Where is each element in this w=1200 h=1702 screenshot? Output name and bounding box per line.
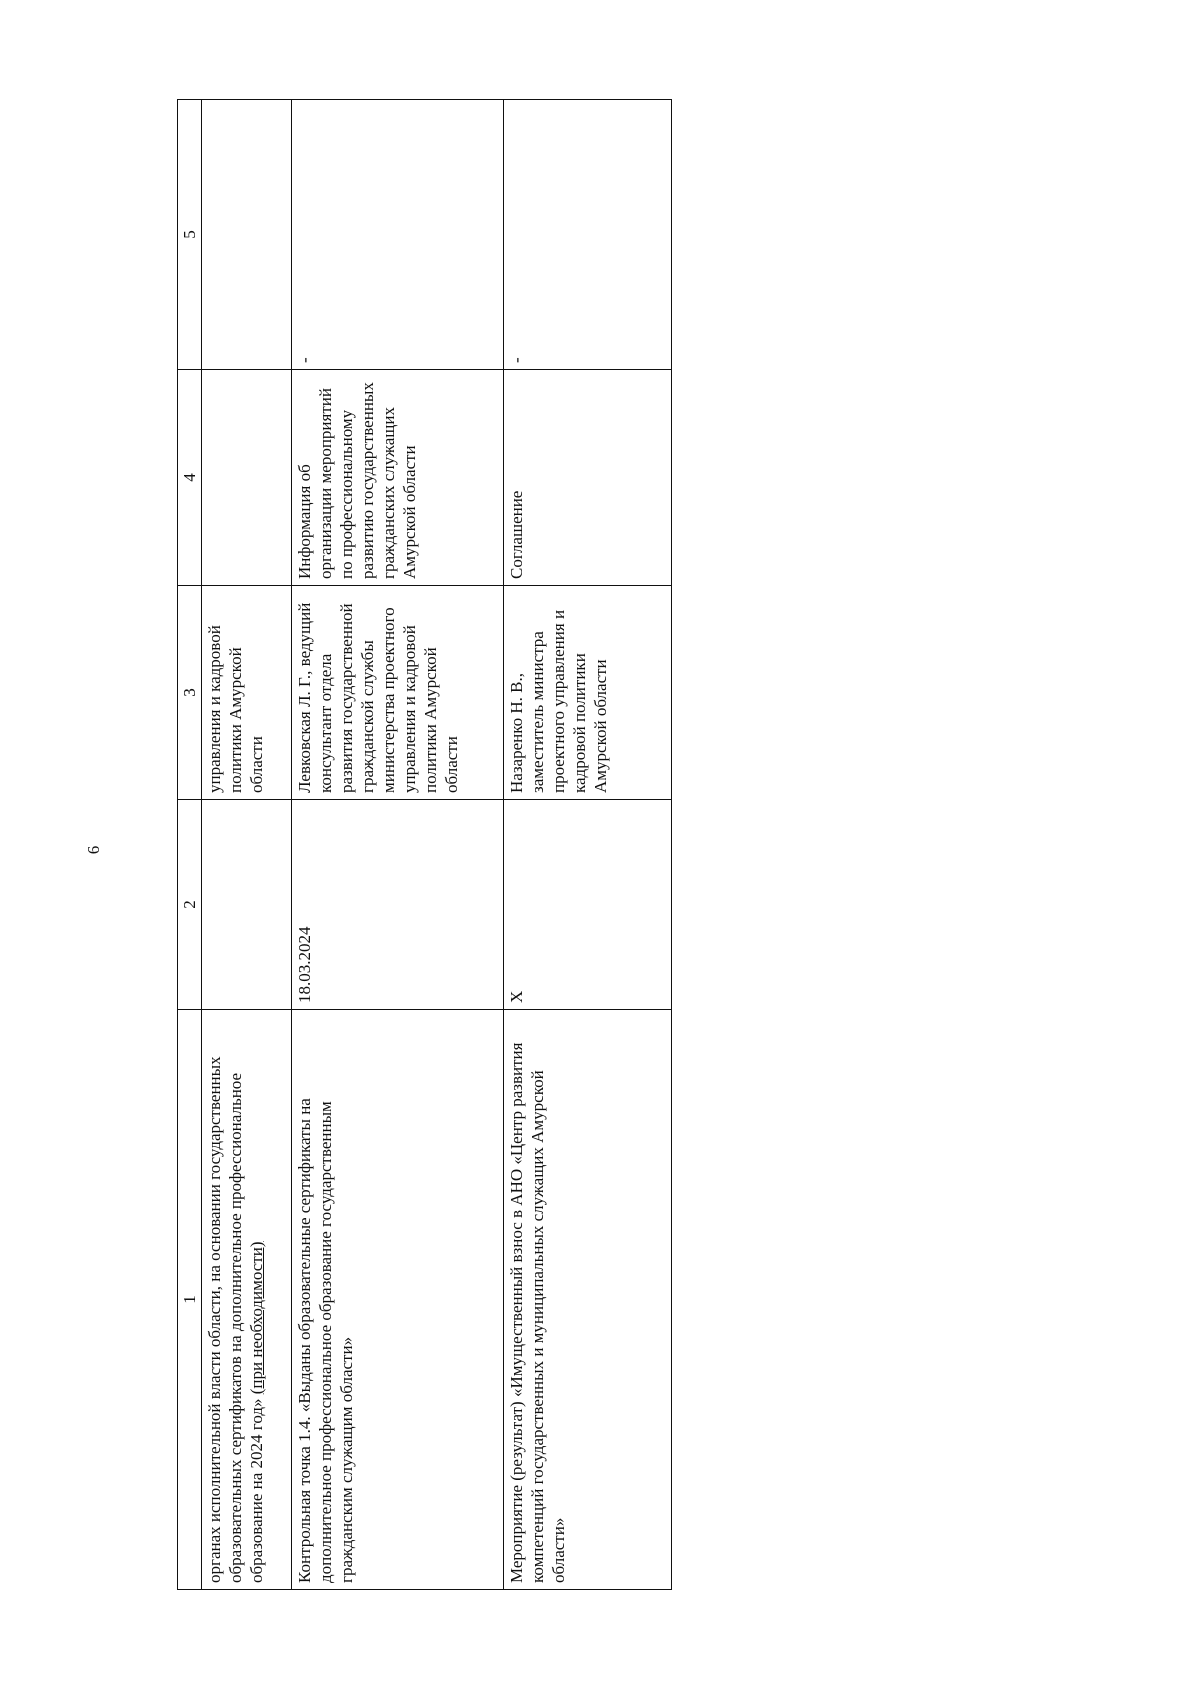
- column-header-5: 5: [178, 100, 202, 370]
- table-row: [292, 100, 504, 1590]
- column-header-3: 3: [178, 586, 202, 800]
- document-cell: Соглашение: [504, 370, 672, 586]
- event-cell: [202, 1010, 292, 1590]
- responsible-cell: Назаренко Н. В., заместитель министра проектного управления и кадровой политики Амурской области: [504, 586, 672, 800]
- page-number: 6: [84, 845, 103, 855]
- document-cell: Информация об организации мероприятий по профессиональному развитию государственных гражданских служащих Амурской области: [292, 370, 504, 586]
- table-row: [202, 100, 292, 1590]
- event-note: (при необходимости): [247, 1241, 266, 1395]
- header-row: [178, 100, 202, 1590]
- responsible-cell: Левковская Л. Г., ведущий консультант отдела развития государственной гражданской службы министерства проектного управления и кадровой политики Амурской области: [292, 586, 504, 800]
- responsible-cell: управления и кадровой политики Амурской области: [202, 586, 292, 800]
- info-cell: [202, 100, 292, 370]
- rotated-table-container: [177, 100, 671, 1590]
- info-cell: -: [504, 100, 672, 370]
- event-text: органах исполнительной власти области, на основании государственных образовательных сертификатов на дополнительное профессиональное образование на 2024 год»: [205, 1056, 266, 1583]
- column-header-1: 1: [178, 1010, 202, 1590]
- plan-table: [177, 99, 672, 1590]
- date-cell: 18.03.2024: [292, 800, 504, 1010]
- column-header-4: 4: [178, 370, 202, 586]
- document-cell: [202, 370, 292, 586]
- info-cell: -: [292, 100, 504, 370]
- table-row: [504, 100, 672, 1590]
- date-cell: X: [504, 800, 672, 1010]
- event-cell: Мероприятие (результат) «Имущественный взнос в АНО «Центр развития компетенций государственных и муниципальных служащих Амурской области»: [504, 1010, 672, 1590]
- date-cell: [202, 800, 292, 1010]
- event-cell: Контрольная точка 1.4. «Выданы образовательные сертификаты на дополнительное профессиональное образование государственным гражданским служащим области»: [292, 1010, 504, 1590]
- column-header-2: 2: [178, 800, 202, 1010]
